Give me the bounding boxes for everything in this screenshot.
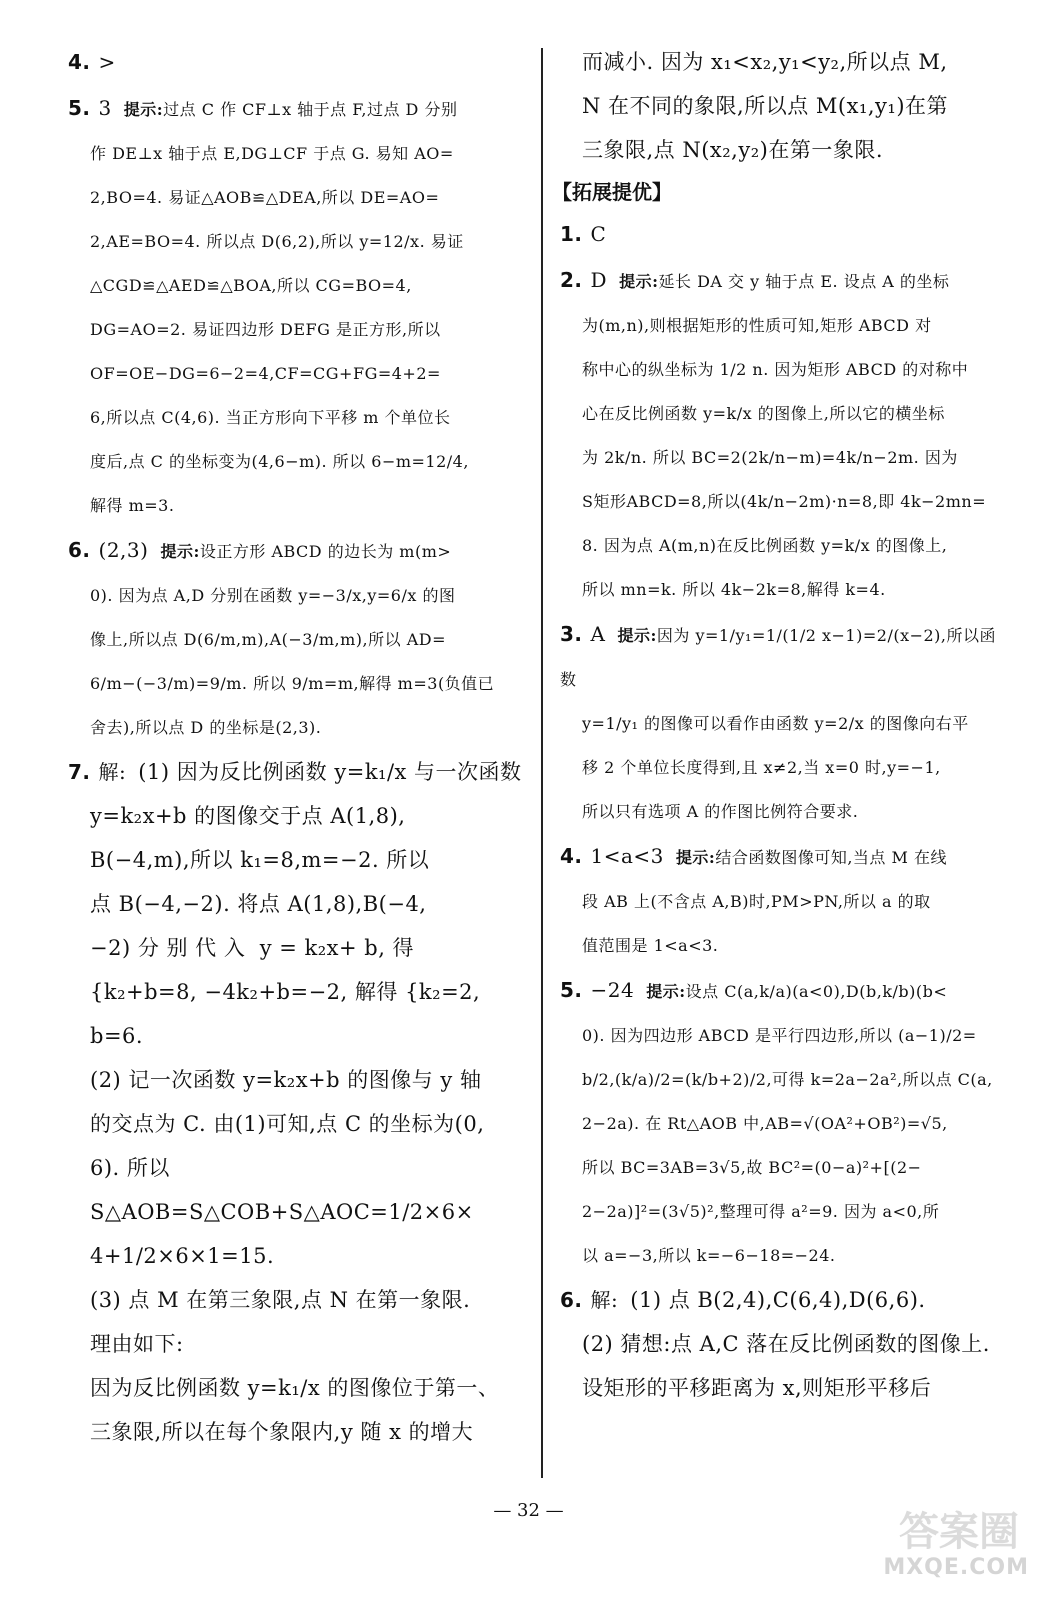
line-text: 因为 y=1/y₁=1/(1/2 x−1)=2/(x−2),所以函数 [560,626,997,689]
line-text: 因为反比例函数 y=k₁/x 的图像位于第一、 [90,1376,500,1400]
line-text: 设点 C(a,k/a)(a<0),D(b,k/b)(b< [685,982,948,1001]
text-line [68,528,526,574]
text-line [560,212,1010,258]
line-text: 的交点为 C. 由(1)可知,点 C 的坐标为(0, [90,1112,485,1136]
text-line [68,220,526,264]
line-text: 理由如下: [90,1332,184,1356]
line-text: 8. 因为点 A(m,n)在反比例函数 y=k/x 的图像上, [582,536,948,555]
question-number: 7. [68,760,91,784]
line-text: y=k₂x+b 的图像交于点 A(1,8), [90,804,406,828]
text-line [68,396,526,440]
text-line [68,440,526,484]
line-text: y=1/y₁ 的图像可以看作由函数 y=2/x 的图像向右平 [582,714,969,733]
text-line [68,1278,526,1322]
line-text: 为(m,n),则根据矩形的性质可知,矩形 ABCD 对 [582,316,932,335]
text-line [68,926,526,970]
text-line [560,924,1010,968]
answer-text: 3 [98,96,112,120]
text-line [68,1058,526,1102]
line-text: {k₂+b=8, −4k₂+b=−2, 解得 {k₂=2, b=6. [90,980,488,1048]
question-number: 4. [68,50,91,74]
text-line [560,568,1010,612]
text-line [560,128,1010,172]
text-line [68,574,526,618]
line-text: (3) 点 M 在第三象限,点 N 在第一象限. [90,1288,471,1312]
answer-text: 1<a<3 [590,844,664,868]
text-line [560,1190,1010,1234]
text-line [68,1146,526,1234]
text-line [68,1234,526,1278]
text-line [560,702,1010,746]
text-line [560,40,1010,84]
line-text: 设正方形 ABCD 的边长为 m(m> [199,542,452,561]
line-text: 6,所以点 C(4,6). 当正方形向下平移 m 个单位长 [90,408,451,427]
text-line [560,968,1010,1014]
line-text: 所以只有选项 A 的作图比例符合要求. [582,802,859,821]
text-line [560,480,1010,524]
line-text: 心在反比例函数 y=k/x 的图像上,所以它的横坐标 [582,404,945,423]
text-line [68,662,526,706]
hint-label: 提示: [646,982,686,1001]
text-line [560,746,1010,790]
hint-label: 提示: [123,100,164,119]
text-line [68,1366,526,1410]
text-line [68,618,526,662]
text-line [560,304,1010,348]
text-line [68,86,526,132]
text-line [560,1366,1010,1410]
line-text: OF=OE−DG=6−2=4,CF=CG+FG=4+2= [90,364,441,383]
text-line [68,1322,526,1366]
text-line [560,612,1010,702]
line-text: 【拓展提优】 [552,180,672,204]
line-text: 6). 所以 S△AOB=S△COB+S△AOC=1/2×6× [90,1156,474,1224]
line-text: 像上,所以点 D(6/m,m),A(−3/m,m),所以 AD= [90,630,446,649]
right-column [552,40,1010,1410]
line-text: 0). 因为四边形 ABCD 是平行四边形,所以 (a−1)/2= [582,1026,977,1045]
answer-text: D [590,268,608,292]
text-line [68,1410,526,1454]
line-text: 舍去),所以点 D 的坐标是(2,3). [90,718,322,737]
question-number: 6. [68,538,91,562]
line-text: 2−2a). 在 Rt△AOB 中,AB=√(OA²+OB²)=√5, [582,1114,948,1133]
text-line [560,1234,1010,1278]
hint-label: 提示: [619,272,659,291]
text-line [68,750,526,794]
text-line [560,834,1010,880]
line-text: 段 AB 上(不含点 A,B)时,PM>PN,所以 a 的取 [582,892,931,911]
line-text: DG=AO=2. 易证四边形 DEFG 是正方形,所以 [90,320,441,339]
line-text: 0). 因为点 A,D 分别在函数 y=−3/x,y=6/x 的图 [90,586,456,605]
watermark-url: MXQE.COM [883,1555,1029,1580]
section-heading [552,172,1010,212]
line-text: 三象限,点 N(x₂,y₂)在第一象限. [582,138,884,162]
line-text: 解得 m=3. [90,496,175,515]
text-line [68,882,526,926]
column-divider [541,48,543,1478]
line-text: (2) 猜想:点 A,C 落在反比例函数的图像上. [582,1332,990,1356]
text-line [68,706,526,750]
text-line [68,176,526,220]
line-text: 过点 C 作 CF⊥x 轴于点 F,过点 D 分别 [163,100,458,119]
answer-text: (2,3) [98,538,149,562]
line-text: 为 2k/n. 所以 BC=2(2k/n−m)=4k/n−2m. 因为 [582,448,958,467]
left-column [68,40,526,1454]
page-number: — 32 — [493,1500,564,1521]
line-text: 所以 mn=k. 所以 4k−2k=8,解得 k=4. [582,580,886,599]
line-text: b/2,(k/a)/2=(k/b+2)/2,可得 k=2a−2a²,所以点 C(a, [582,1070,993,1089]
line-text: 称中心的纵坐标为 1/2 n. 因为矩形 ABCD 的对称中 [582,360,969,379]
line-text: B(−4,m),所以 k₁=8,m=−2. 所以 [90,848,430,872]
line-text: 点 B(−4,−2). 将点 A(1,8),B(−4, [90,892,427,916]
watermark-title: 答案圈 [899,1509,1019,1555]
line-text: N 在不同的象限,所以点 M(x₁,y₁)在第 [582,94,949,118]
line-text: 度后,点 C 的坐标变为(4,6−m). 所以 6−m=12/4, [90,452,469,471]
text-line [560,524,1010,568]
text-line [560,1278,1010,1322]
question-number: 1. [560,222,583,246]
line-text: 设矩形的平移距离为 x,则矩形平移后 [582,1376,932,1400]
text-line [68,838,526,882]
text-line [68,132,526,176]
question-number: 6. [560,1288,583,1312]
line-text: 2,AE=BO=4. 所以点 D(6,2),所以 y=12/x. 易证 [90,232,464,251]
answer-text: 解: [98,760,127,784]
text-line [560,790,1010,834]
text-line [68,970,526,1058]
line-text: (2) 记一次函数 y=k₂x+b 的图像与 y 轴 [90,1068,482,1092]
text-line [68,264,526,308]
text-line [560,392,1010,436]
line-text: −2) 分 别 代 入 y = k₂x+ b, 得 [90,936,415,960]
answer-text: 解: [590,1288,619,1312]
line-text: 延长 DA 交 y 轴于点 E. 设点 A 的坐标 [658,272,950,291]
hint-label: 提示: [675,848,716,867]
text-line [560,1014,1010,1058]
text-line [68,1102,526,1146]
text-line [68,308,526,352]
line-text: 三象限,所以在每个象限内,y 随 x 的增大 [90,1420,474,1444]
question-number: 5. [68,96,91,120]
text-line [560,258,1010,304]
text-line [68,40,526,86]
line-text: (1) 因为反比例函数 y=k₁/x 与一次函数 [138,760,522,784]
text-line [560,1322,1010,1366]
line-text: 移 2 个单位长度得到,且 x≠2,当 x=0 时,y=−1, [582,758,941,777]
text-line [560,348,1010,392]
answer-text: > [98,50,116,74]
line-text: 所以 BC=3AB=3√5,故 BC²=(0−a)²+[(2− [582,1158,922,1177]
line-text: △CGD≌△AED≌△BOA,所以 CG=BO=4, [90,276,412,295]
text-line [68,794,526,838]
text-line [560,1058,1010,1102]
line-text: 6/m−(−3/m)=9/m. 所以 9/m=m,解得 m=3(负值已 [90,674,495,693]
answer-text: C [590,222,607,246]
line-text: 结合函数图像可知,当点 M 在线 [715,848,947,867]
line-text: 作 DE⊥x 轴于点 E,DG⊥CF 于点 G. 易知 AO= [90,144,454,163]
answer-text: A [590,622,606,646]
answer-text: −24 [590,978,635,1002]
line-text: (1) 点 B(2,4),C(6,4),D(6,6). [630,1288,926,1312]
line-text: 2−2a)]²=(3√5)²,整理可得 a²=9. 因为 a<0,所 [582,1202,940,1221]
text-line [560,880,1010,924]
text-line [560,1102,1010,1146]
text-line [68,352,526,396]
text-line [560,84,1010,128]
watermark-logo [859,1500,1029,1580]
question-number: 4. [560,844,583,868]
question-number: 2. [560,268,583,292]
line-text: 以 a=−3,所以 k=−6−18=−24. [582,1246,836,1265]
text-line [560,436,1010,480]
hint-label: 提示: [617,626,657,645]
question-number: 5. [560,978,583,1002]
line-text: 4+1/2×6×1=15. [90,1244,275,1268]
question-number: 3. [560,622,583,646]
hint-label: 提示: [160,542,200,561]
text-line [560,1146,1010,1190]
line-text: 而减小. 因为 x₁<x₂,y₁<y₂,所以点 M, [582,50,948,74]
line-text: S矩形ABCD=8,所以(4k/n−2m)·n=8,即 4k−2mn= [582,492,987,511]
line-text: 值范围是 1<a<3. [582,936,719,955]
text-line [68,484,526,528]
line-text: 2,BO=4. 易证△AOB≌△DEA,所以 DE=AO= [90,188,440,207]
